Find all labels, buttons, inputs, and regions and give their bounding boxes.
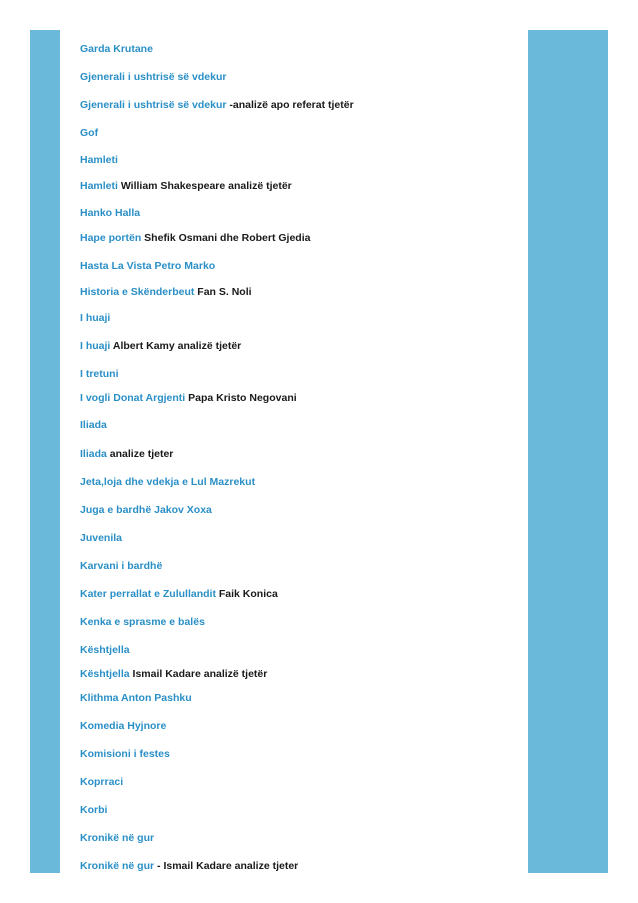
title-link[interactable]: Koprraci — [80, 776, 124, 788]
list-item — [80, 587, 278, 601]
title-description: William Shakespeare analizë tjetër — [117, 180, 292, 192]
list-item — [80, 206, 140, 220]
list-item — [80, 747, 170, 761]
title-description: Fan S. Noli — [194, 286, 252, 298]
title-link[interactable]: Hamleti — [80, 154, 118, 166]
title-description: - Ismail Kadare analize tjeter — [154, 860, 299, 872]
title-link[interactable]: Iliada — [80, 448, 107, 460]
list-item — [80, 285, 252, 299]
list-item — [80, 153, 118, 167]
title-link[interactable]: Komisioni i festes — [80, 748, 170, 760]
title-link[interactable]: I huaji — [80, 340, 111, 352]
title-link[interactable]: Kështjella — [80, 644, 130, 656]
list-item — [80, 719, 166, 733]
list-item — [80, 98, 354, 112]
list-item — [80, 447, 173, 461]
title-link[interactable]: Gjenerali i ushtrisë së vdekur — [80, 71, 227, 83]
title-link[interactable]: Kronikë në gur — [80, 832, 155, 844]
title-link[interactable]: I vogli Donat Argjenti — [80, 392, 186, 404]
list-item — [80, 667, 267, 681]
title-link[interactable]: Historia e Skënderbeut — [80, 286, 195, 298]
list-item — [80, 691, 192, 705]
title-link[interactable]: I huaji — [80, 312, 111, 324]
title-link[interactable]: Gof — [80, 127, 99, 139]
title-link[interactable]: Hape portën — [80, 232, 142, 244]
title-link[interactable]: Kronikë në gur — [80, 860, 155, 872]
title-link[interactable]: Kater perrallat e Zulullandit — [80, 588, 216, 600]
left-accent-bar — [30, 30, 60, 873]
list-item — [80, 367, 119, 381]
right-accent-bar — [528, 30, 608, 873]
title-link[interactable]: Kështjella — [80, 668, 130, 680]
title-link[interactable]: Iliada — [80, 419, 107, 431]
title-link[interactable]: Jeta,loja dhe vdekja e Lul Mazrekut — [80, 476, 256, 488]
list-item — [80, 475, 255, 489]
title-link[interactable]: Kenka e sprasme e balës — [80, 616, 205, 628]
title-description: Shefik Osmani dhe Robert Gjedia — [141, 232, 311, 244]
title-description: Albert Kamy analizë tjetër — [110, 340, 242, 352]
list-item — [80, 643, 130, 657]
title-link[interactable]: Hasta La Vista Petro Marko — [80, 260, 216, 272]
title-link[interactable]: Garda Krutane — [80, 43, 153, 55]
list-item — [80, 559, 162, 573]
title-description: Faik Konica — [215, 588, 278, 600]
list-item — [80, 418, 107, 432]
title-link[interactable]: Korbi — [80, 804, 108, 816]
list-item — [80, 803, 107, 817]
list-item — [80, 311, 110, 325]
list-item — [80, 231, 310, 245]
list-item — [80, 859, 298, 873]
list-item — [80, 70, 226, 84]
title-link[interactable]: Gjenerali i ushtrisë së vdekur — [80, 99, 227, 111]
title-description: analize tjeter — [106, 448, 174, 460]
list-item — [80, 126, 98, 140]
list-item — [80, 531, 122, 545]
list-item — [80, 391, 297, 405]
title-link[interactable]: Hanko Halla — [80, 207, 141, 219]
list-item — [80, 831, 154, 845]
list-item — [80, 179, 292, 193]
title-link[interactable]: Hamleti — [80, 180, 118, 192]
title-description: Ismail Kadare analizë tjetër — [129, 668, 268, 680]
title-description: Papa Kristo Negovani — [185, 392, 297, 404]
list-item — [80, 775, 123, 789]
title-link[interactable]: Juvenila — [80, 532, 123, 544]
title-link[interactable]: Komedia Hyjnore — [80, 720, 167, 732]
list-item — [80, 615, 205, 629]
list-item — [80, 503, 212, 517]
list-item — [80, 259, 215, 273]
title-description: -analizë apo referat tjetër — [226, 99, 354, 111]
title-link[interactable]: Klithma Anton Pashku — [80, 692, 192, 704]
title-link[interactable]: Karvani i bardhë — [80, 560, 163, 572]
title-link[interactable]: Juga e bardhë Jakov Xoxa — [80, 504, 212, 516]
title-link[interactable]: I tretuni — [80, 368, 119, 380]
list-item — [80, 339, 241, 353]
list-item — [80, 42, 153, 56]
